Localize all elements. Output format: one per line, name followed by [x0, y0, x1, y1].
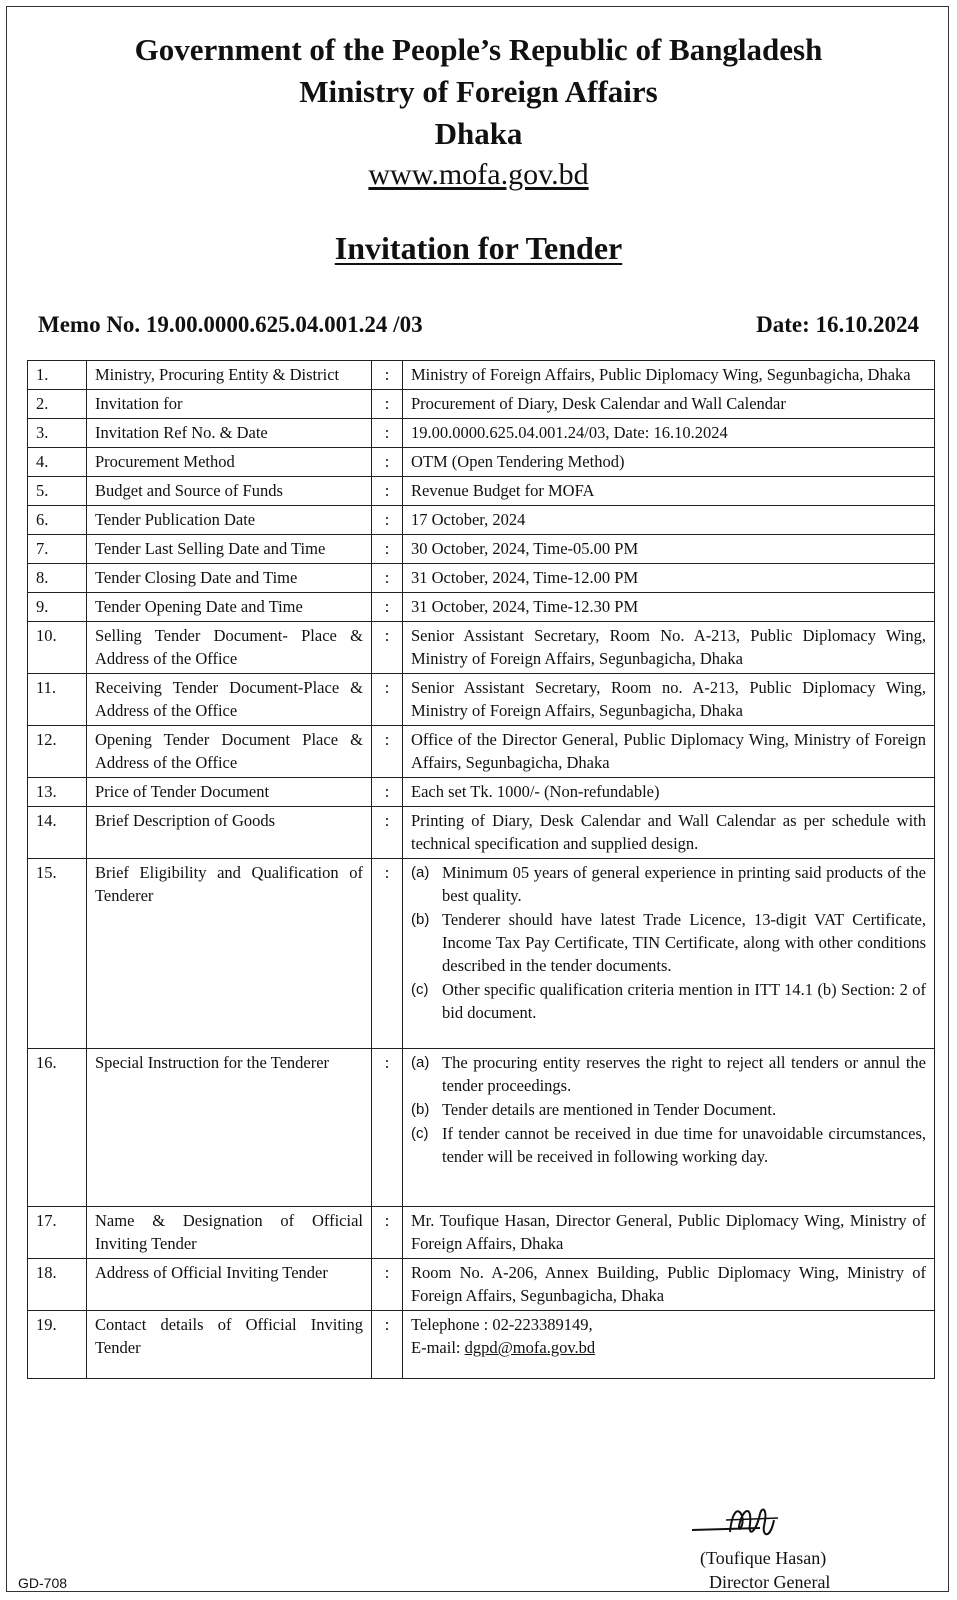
row-label: Tender Closing Date and Time — [87, 564, 372, 593]
row-value — [403, 1311, 935, 1379]
row-label: Selling Tender Document- Place & Address of the Office — [87, 622, 372, 674]
row-number: 17. — [28, 1207, 87, 1259]
email-prefix: E-mail: — [411, 1338, 465, 1357]
row-number: 13. — [28, 778, 87, 807]
row-number: 11. — [28, 674, 87, 726]
table-row — [28, 593, 935, 622]
table-row — [28, 564, 935, 593]
table-row — [28, 390, 935, 419]
row-colon: : — [372, 535, 403, 564]
row-label: Receiving Tender Document-Place & Address of the Office — [87, 674, 372, 726]
table-row — [28, 419, 935, 448]
row-number: 4. — [28, 448, 87, 477]
row-colon: : — [372, 506, 403, 535]
row-colon: : — [372, 593, 403, 622]
row-colon: : — [372, 390, 403, 419]
table-row — [28, 726, 935, 778]
header-city: Dhaka — [434, 116, 523, 151]
row-colon: : — [372, 1207, 403, 1259]
email-link[interactable]: dgpd@mofa.gov.bd — [464, 1338, 596, 1357]
row-value: 31 October, 2024, Time-12.00 PM — [403, 564, 935, 593]
sub-item-marker: (b) — [411, 1101, 430, 1118]
row-value: 30 October, 2024, Time-05.00 PM — [403, 535, 935, 564]
row-number: 18. — [28, 1259, 87, 1311]
row-number: 14. — [28, 807, 87, 859]
row-number: 15. — [28, 859, 87, 1049]
row-label: Ministry, Procuring Entity & District — [87, 361, 372, 390]
sub-item — [411, 861, 926, 907]
row-value: Senior Assistant Secretary, Room no. A-213, Public Diplomacy Wing, Ministry of Foreign Affairs, Segunbagicha, Dhaka — [403, 674, 935, 726]
contact-email-line — [411, 1336, 926, 1359]
row-value — [403, 859, 935, 1049]
signature-mark — [690, 1502, 840, 1544]
row-colon: : — [372, 564, 403, 593]
row-label: Special Instruction for the Tenderer — [87, 1049, 372, 1207]
row-number: 1. — [28, 361, 87, 390]
row-value: Room No. A-206, Annex Building, Public Diplomacy Wing, Ministry of Foreign Affairs, Segunbagicha, Dhaka — [403, 1259, 935, 1311]
row-label: Tender Publication Date — [87, 506, 372, 535]
row-label: Invitation for — [87, 390, 372, 419]
header-government: Government of the People’s Republic of Bangladesh — [134, 32, 823, 67]
row-number: 7. — [28, 535, 87, 564]
sub-item-text: The procuring entity reserves the right to reject all tenders or annul the tender proceedings. — [442, 1053, 926, 1095]
sub-item — [411, 1098, 926, 1121]
sub-item-text: Minimum 05 years of general experience in printing said products of the best quality. — [442, 863, 926, 905]
row-colon: : — [372, 419, 403, 448]
row-label: Price of Tender Document — [87, 778, 372, 807]
sub-item-marker: (c) — [411, 1125, 429, 1142]
table-row — [28, 1049, 935, 1207]
table-row — [28, 361, 935, 390]
sub-item — [411, 908, 926, 977]
sub-item-text: If tender cannot be received in due time for unavoidable circumstances, tender will be received in following working day. — [442, 1124, 926, 1166]
sub-item — [411, 1051, 926, 1097]
row-label: Brief Description of Goods — [87, 807, 372, 859]
table-row — [28, 778, 935, 807]
row-colon: : — [372, 674, 403, 726]
row-label: Opening Tender Document Place & Address of the Office — [87, 726, 372, 778]
row-number: 8. — [28, 564, 87, 593]
row-value: 19.00.0000.625.04.001.24/03, Date: 16.10.2024 — [403, 419, 935, 448]
row-value: 31 October, 2024, Time-12.30 PM — [403, 593, 935, 622]
row-colon: : — [372, 361, 403, 390]
row-number: 10. — [28, 622, 87, 674]
row-colon: : — [372, 622, 403, 674]
table-row — [28, 448, 935, 477]
row-colon: : — [372, 859, 403, 1049]
row-label: Name & Designation of Official Inviting Tender — [87, 1207, 372, 1259]
row-value: Each set Tk. 1000/- (Non-refundable) — [403, 778, 935, 807]
sub-item-marker: (c) — [411, 981, 429, 998]
row-label: Budget and Source of Funds — [87, 477, 372, 506]
sub-item-text: Tender details are mentioned in Tender Document. — [442, 1100, 777, 1119]
row-value: Ministry of Foreign Affairs, Public Diplomacy Wing, Segunbagicha, Dhaka — [403, 361, 935, 390]
row-colon: : — [372, 448, 403, 477]
row-number: 2. — [28, 390, 87, 419]
row-number: 3. — [28, 419, 87, 448]
table-row — [28, 477, 935, 506]
table-row — [28, 535, 935, 564]
row-value — [403, 1049, 935, 1207]
table-row — [28, 622, 935, 674]
row-label: Tender Last Selling Date and Time — [87, 535, 372, 564]
sub-item-text: Tenderer should have latest Trade Licence, 13-digit VAT Certificate, Income Tax Pay Certificate, TIN Certificate, along with other conditions described in the tender documents. — [442, 910, 926, 975]
memo-date: Date: 16.10.2024 — [756, 312, 919, 337]
row-value: Printing of Diary, Desk Calendar and Wall Calendar as per schedule with technical specification and supplied design. — [403, 807, 935, 859]
row-colon: : — [372, 778, 403, 807]
row-colon: : — [372, 1311, 403, 1379]
row-number: 9. — [28, 593, 87, 622]
header-website — [0, 158, 957, 192]
table-row — [28, 859, 935, 1049]
row-value: Procurement of Diary, Desk Calendar and Wall Calendar — [403, 390, 935, 419]
sub-item — [411, 1122, 926, 1168]
row-label: Procurement Method — [87, 448, 372, 477]
contact-telephone: Telephone : 02-223389149, — [411, 1315, 593, 1334]
row-value: 17 October, 2024 — [403, 506, 935, 535]
row-colon: : — [372, 1259, 403, 1311]
notice-title: Invitation for Tender — [334, 230, 623, 266]
table-row — [28, 1207, 935, 1259]
row-number: 16. — [28, 1049, 87, 1207]
row-value: OTM (Open Tendering Method) — [403, 448, 935, 477]
row-value: Office of the Director General, Public Diplomacy Wing, Ministry of Foreign Affairs, Segunbagicha, Dhaka — [403, 726, 935, 778]
memo-number: Memo No. 19.00.0000.625.04.001.24 /03 — [38, 312, 423, 337]
tender-table — [27, 360, 935, 1379]
table-row — [28, 1259, 935, 1311]
row-colon: : — [372, 807, 403, 859]
row-number: 12. — [28, 726, 87, 778]
table-row — [28, 506, 935, 535]
sub-item — [411, 978, 926, 1024]
row-value: Mr. Toufique Hasan, Director General, Public Diplomacy Wing, Ministry of Foreign Affairs, Dhaka — [403, 1207, 935, 1259]
sub-item-text: Other specific qualification criteria mention in ITT 14.1 (b) Section: 2 of bid document. — [442, 980, 926, 1022]
row-label: Contact details of Official Inviting Tender — [87, 1311, 372, 1379]
table-row — [28, 1311, 935, 1379]
row-colon: : — [372, 1049, 403, 1207]
row-label: Brief Eligibility and Qualification of Tenderer — [87, 859, 372, 1049]
row-number: 5. — [28, 477, 87, 506]
signatory-name: (Toufique Hasan) — [700, 1548, 827, 1568]
row-colon: : — [372, 726, 403, 778]
row-colon: : — [372, 477, 403, 506]
row-value: Senior Assistant Secretary, Room No. A-213, Public Diplomacy Wing, Ministry of Foreign Affairs, Segunbagicha, Dhaka — [403, 622, 935, 674]
row-number: 6. — [28, 506, 87, 535]
row-number: 19. — [28, 1311, 87, 1379]
sub-item-marker: (a) — [411, 864, 430, 881]
sub-item-marker: (a) — [411, 1054, 430, 1071]
row-label: Tender Opening Date and Time — [87, 593, 372, 622]
row-value: Revenue Budget for MOFA — [403, 477, 935, 506]
sub-item-marker: (b) — [411, 911, 430, 928]
table-row — [28, 674, 935, 726]
website-link[interactable]: www.mofa.gov.bd — [368, 158, 589, 191]
form-code: GD-708 — [18, 1575, 68, 1591]
signatory-designation: Director General — [709, 1572, 831, 1592]
row-label: Invitation Ref No. & Date — [87, 419, 372, 448]
table-row — [28, 807, 935, 859]
row-label: Address of Official Inviting Tender — [87, 1259, 372, 1311]
header-ministry: Ministry of Foreign Affairs — [299, 74, 658, 109]
